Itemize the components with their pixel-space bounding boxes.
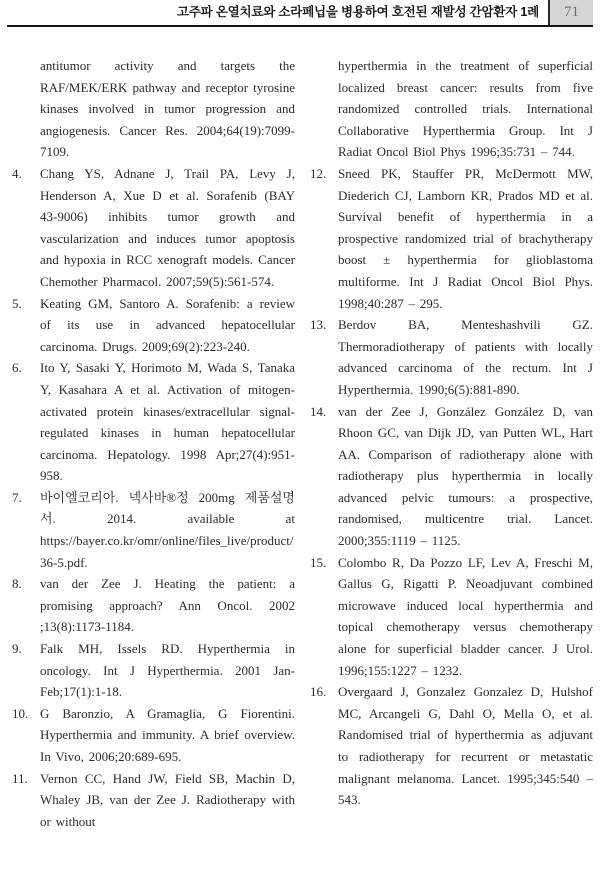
references-section xyxy=(0,27,600,832)
reference-item xyxy=(12,487,295,573)
reference-item xyxy=(12,768,295,833)
reference-item xyxy=(310,681,593,811)
reference-text: hyperthermia in the treatment of superficial localized breast cancer: results from five randomized controlled trials. International Collaborative Hyperthermia Group. Int J Radiat Oncol Biol Phys 1996;35:731 – 744. xyxy=(338,58,593,160)
reference-item xyxy=(310,552,593,682)
reference-text: Ito Y, Sasaki Y, Horimoto M, Wada S, Tanaka Y, Kasahara A et al. Activation of mitogen-activated protein kinases/extracellular signal-regulated kinases in human hepatocellular carcinoma. Hepatology. 1998 Apr;27(4):951-958. xyxy=(40,360,295,484)
reference-text: Chang YS, Adnane J, Trail PA, Levy J, Henderson A, Xue D et al. Sorafenib (BAY 43-9006) inhibits tumor growth and vascularization and induces tumor apoptosis and hypoxia in RCC xenograft models. Cancer Chemother Pharmacol. 2007;59(5):561-574. xyxy=(40,165,295,289)
reference-number: 10. xyxy=(12,705,29,721)
reference-item xyxy=(12,163,295,293)
reference-text: antitumor activity and targets the RAF/MEK/ERK pathway and receptor tyrosine kinases involved in tumor progression and angiogenesis. Cancer Res. 2004;64(19):7099-7109. xyxy=(40,58,295,160)
reference-item xyxy=(310,314,593,400)
reference-text: van der Zee J, González González D, van Rhoon GC, van Dijk JD, van Putten WL, Hart AA. Comparison of radiotherapy alone with radiotherapy plus hyperthermia in locally advanced pelvic tumours: a prospective, randomised, multicentre trial. Lancet. 2000;355:1119 – 1125. xyxy=(338,403,593,549)
reference-text: Berdov BA, Menteshashvili GZ. Thermoradiotherapy of patients with locally advanced carcinoma of the rectum. Int J Hyperthermia. 1990;6(5):881-890. xyxy=(338,317,593,397)
reference-item xyxy=(310,163,593,314)
running-head-title: 고주파 온열치료와 소라페닙을 병용하여 호전된 재발성 간암환자 1례 xyxy=(176,5,539,19)
reference-number: 12. xyxy=(310,165,327,181)
reference-number: 13. xyxy=(310,317,327,333)
reference-item xyxy=(310,401,593,552)
reference-item xyxy=(12,703,295,768)
reference-text: Sneed PK, Stauffer PR, McDermott MW, Diederich CJ, Lamborn KR, Prados MD et al. Survival benefit of hyperthermia in a prospective randomized trial of brachytherapy boost ± hyperthermia for glioblastoma multiforme. Int J Radiat Oncol Biol Phys. 1998;40:287 – 295. xyxy=(338,165,593,311)
reference-number: 14. xyxy=(310,403,327,419)
reference-text: van der Zee J. Heating the patient: a promising approach? Ann Oncol. 2002 ;13(8):1173-1184. xyxy=(40,576,295,635)
reference-text: 바이엘코리아. 넥사바®정 200mg 제품설명서. 2014. available at https://bayer.co.kr/omr/online/files_live/product/36-5.pdf. xyxy=(40,489,295,570)
reference-text: Keating GM, Santoro A. Sorafenib: a review of its use in advanced hepatocellular carcinoma. Drugs. 2009;69(2):223-240. xyxy=(40,295,295,354)
reference-text: G Baronzio, A Gramaglia, G Fiorentini. Hyperthermia and immunity. A brief overview. In Vivo, 2006;20:689-695. xyxy=(40,705,295,764)
reference-number: 4. xyxy=(12,165,22,181)
reference-text: Falk MH, Issels RD. Hyperthermia in oncology. Int J Hyperthermia. 2001 Jan-Feb;17(1):1-18. xyxy=(40,641,295,700)
reference-text: Colombo R, Da Pozzo LF, Lev A, Freschi M, Gallus G, Rigatti P. Neoadjuvant combined microwave induced local hyperthermia and topical chemotherapy versus chemotherapy alone for superficial bladder cancer. J Urol. 1996;155:1227 – 1232. xyxy=(338,554,593,678)
references-left-column xyxy=(12,55,295,832)
reference-number: 11. xyxy=(12,770,28,786)
reference-item xyxy=(310,55,593,163)
reference-text: Overgaard J, Gonzalez Gonzalez D, Hulshof MC, Arcangeli G, Dahl O, Mella O, et al. Randomised trial of hyperthermia as adjuvant to radiotherapy for recurrent or metastatic malignant melanoma. Lancet. 1995;345:540 – 543. xyxy=(338,684,593,808)
reference-item xyxy=(12,573,295,638)
reference-item xyxy=(12,638,295,703)
reference-item xyxy=(12,293,295,358)
page-number-box xyxy=(548,0,593,25)
reference-number: 8. xyxy=(12,576,22,592)
reference-item xyxy=(12,357,295,487)
reference-number: 5. xyxy=(12,295,22,311)
references-right-column xyxy=(310,55,593,832)
reference-item xyxy=(12,55,295,163)
page-header xyxy=(7,0,593,27)
reference-text: Vernon CC, Hand JW, Field SB, Machin D, Whaley JB, van der Zee J. Radiotherapy with or without xyxy=(40,770,295,829)
reference-number: 9. xyxy=(12,641,22,657)
page-number: 71 xyxy=(564,4,579,20)
reference-number: 16. xyxy=(310,684,327,700)
reference-number: 7. xyxy=(12,489,22,505)
reference-number: 15. xyxy=(310,554,327,570)
reference-number: 6. xyxy=(12,360,22,376)
